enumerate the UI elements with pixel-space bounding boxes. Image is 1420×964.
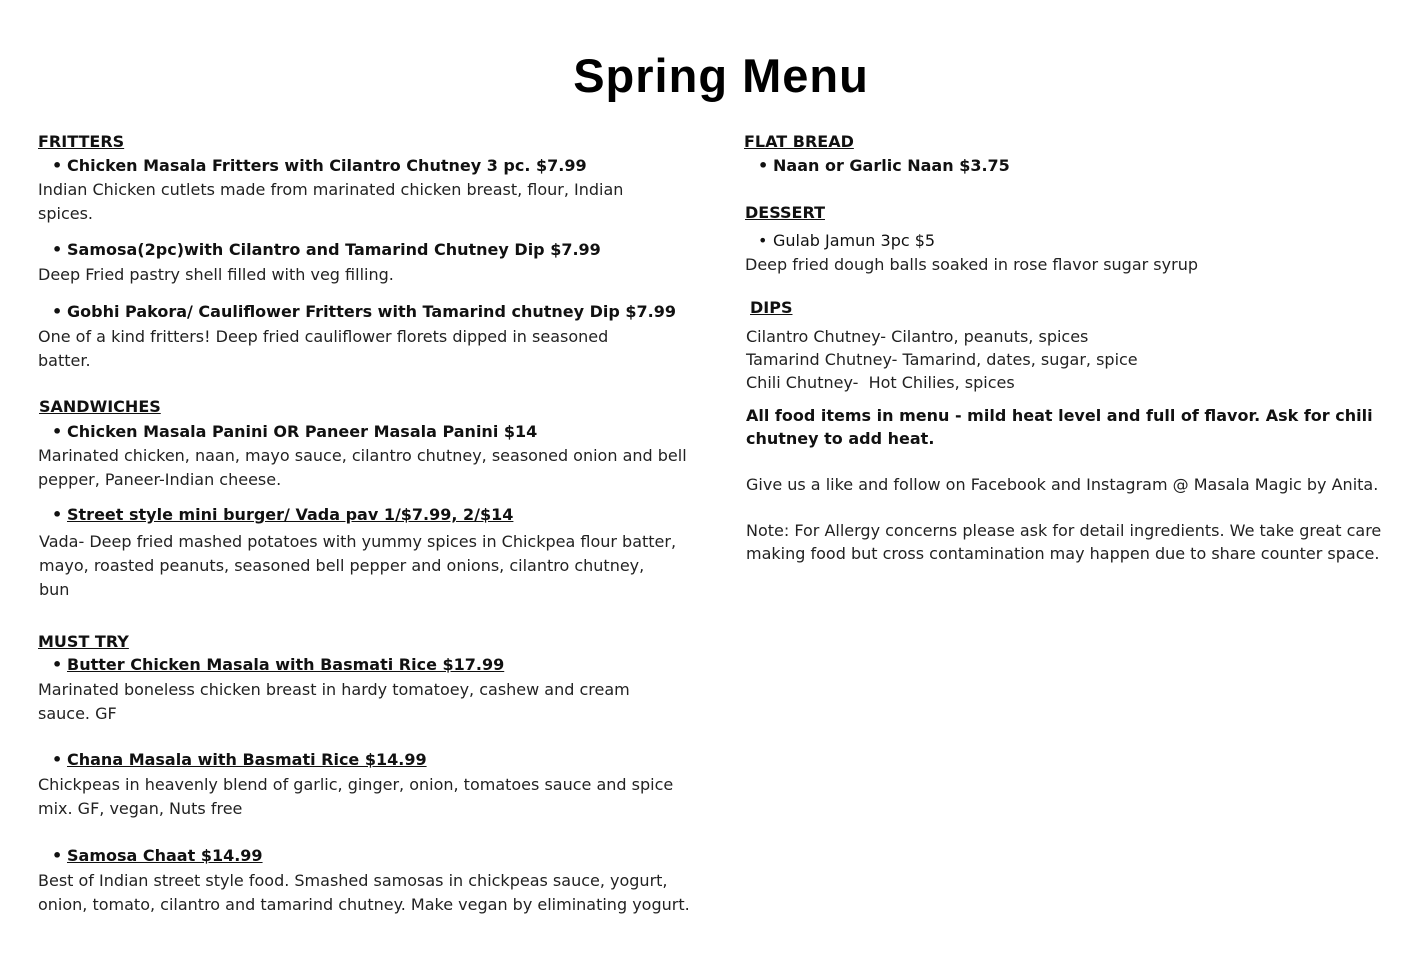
item-name: Samosa(2pc)with Cilantro and Tamarind Chutney Dip $7.99 <box>67 240 601 259</box>
menu-item: • Gobhi Pakora/ Cauliflower Fritters with Tamarind chutney Dip $7.99 <box>52 302 677 321</box>
item-description: Vada- Deep fried mashed potatoes with yummy spices in Chickpea flour batter, mayo, roasted peanuts, seasoned bell pepper and onions, cilantro chutney, bun <box>39 532 677 599</box>
social-note: Give us a like and follow on Facebook and Instagram @ Masala Magic by Anita. <box>746 475 1379 494</box>
menu-item: • Gulab Jamun 3pc $5 <box>758 231 936 250</box>
menu-item: • Samosa(2pc)with Cilantro and Tamarind Chutney Dip $7.99 <box>52 240 601 259</box>
item-name: Naan or Garlic Naan $3.75 <box>773 156 1010 175</box>
allergy-note: Note: For Allergy concerns please ask for detail ingredients. We take great care making food but cross contamination may happen due to share counter space. <box>746 521 1382 563</box>
menu-item: • Chana Masala with Basmati Rice $14.99 <box>52 750 427 769</box>
item-description: Marinated boneless chicken breast in hardy tomatoey, cashew and cream sauce. GF <box>38 680 630 723</box>
dessert-heading: DESSERT <box>745 203 825 222</box>
dips-heading: DIPS <box>750 298 793 317</box>
item-name: Chicken Masala Fritters with Cilantro Chutney 3 pc. $7.99 <box>67 156 587 175</box>
item-name: Gulab Jamun 3pc $5 <box>773 231 936 250</box>
flat-bread-heading: FLAT BREAD <box>744 132 854 151</box>
fritters-heading: FRITTERS <box>38 132 125 151</box>
must-try-heading: MUST TRY <box>38 632 129 651</box>
menu-item: • Street style mini burger/ Vada pav 1/$7.99, 2/$14 <box>52 505 514 524</box>
item-description: Deep Fried pastry shell filled with veg filling. <box>38 265 394 284</box>
menu-title: Spring Menu <box>573 49 869 102</box>
dip-line: Cilantro Chutney- Cilantro, peanuts, spices <box>746 327 1089 346</box>
dip-line: Tamarind Chutney- Tamarind, dates, sugar, spice <box>746 350 1138 369</box>
menu-item: • Naan or Garlic Naan $3.75 <box>758 156 1010 175</box>
item-name: Gobhi Pakora/ Cauliflower Fritters with Tamarind chutney Dip $7.99 <box>67 302 677 321</box>
menu-item: • Butter Chicken Masala with Basmati Rice $17.99 <box>52 655 505 674</box>
item-name: Butter Chicken Masala with Basmati Rice $17.99 <box>67 655 505 674</box>
dip-line: Chili Chutney- Hot Chilies, spices <box>746 373 1015 392</box>
item-description: Marinated chicken, naan, mayo sauce, cilantro chutney, seasoned onion and bell pepper, Paneer-Indian cheese. <box>38 446 687 489</box>
menu-item: • Chicken Masala Panini OR Paneer Masala Panini $14 <box>52 422 538 441</box>
item-description: Indian Chicken cutlets made from marinated chicken breast, flour, Indian spices. <box>38 180 624 223</box>
item-name: Samosa Chaat $14.99 <box>67 846 263 865</box>
item-description: Deep fried dough balls soaked in rose flavor sugar syrup <box>745 255 1198 274</box>
menu-item: • Samosa Chaat $14.99 <box>52 846 263 865</box>
item-name: Chana Masala with Basmati Rice $14.99 <box>67 750 427 769</box>
sandwiches-heading: SANDWICHES <box>39 397 161 416</box>
item-name: Chicken Masala Panini OR Paneer Masala Panini $14 <box>67 422 538 441</box>
heat-note: All food items in menu - mild heat level and full of flavor. Ask for chili chutney to add heat. <box>746 406 1373 448</box>
item-description: Best of Indian street style food. Smashed samosas in chickpeas sauce, yogurt, onion, tomato, cilantro and tamarind chutney. Make vegan by eliminating yogurt. <box>38 871 690 914</box>
item-description: One of a kind fritters! Deep fried cauliflower florets dipped in seasoned batter. <box>38 327 609 370</box>
item-description: Chickpeas in heavenly blend of garlic, ginger, onion, tomatoes sauce and spice mix. GF, vegan, Nuts free <box>38 775 674 818</box>
menu-item: • Chicken Masala Fritters with Cilantro Chutney 3 pc. $7.99 <box>52 156 587 175</box>
item-name: Street style mini burger/ Vada pav 1/$7.99, 2/$14 <box>67 505 514 524</box>
